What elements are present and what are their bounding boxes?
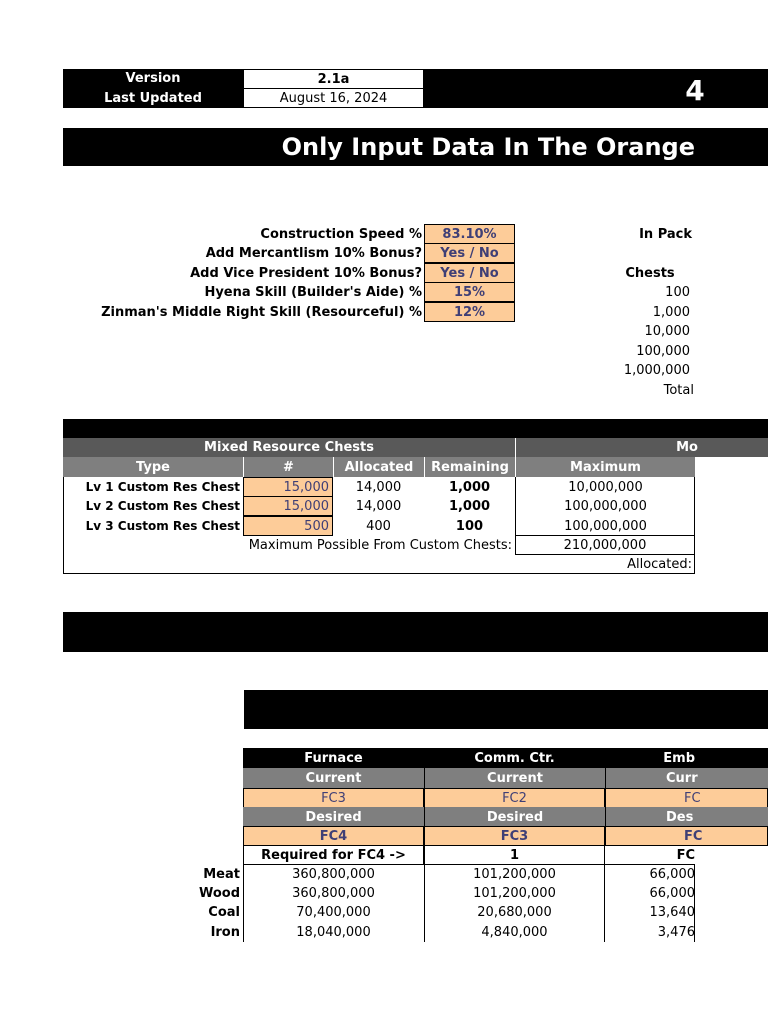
comm-ctr-current-input[interactable]: FC2 <box>424 788 605 808</box>
furnace-required: Required for FC4 -> <box>243 845 424 865</box>
emb-iron: 3,476 <box>657 924 695 940</box>
furnace-coal: 70,400,000 <box>296 905 371 920</box>
furnace-iron: 18,040,000 <box>296 924 371 940</box>
chests-1000: 1,000 <box>652 304 690 320</box>
chests-header: Chests <box>625 265 675 281</box>
emb-header: Emb <box>663 750 695 766</box>
col-type-header: Type <box>63 457 243 477</box>
furnace-desired-label: Desired <box>243 807 424 827</box>
table-row-allocated: 400 <box>366 518 391 534</box>
chests-10000: 10,000 <box>644 323 690 339</box>
emb-coal: 13,640 <box>649 905 695 920</box>
furnace-current-input[interactable]: FC3 <box>243 788 424 808</box>
version-label: Version <box>125 71 181 86</box>
table-row-allocated: 14,000 <box>355 479 402 495</box>
allocated-label: Allocated: <box>627 556 692 572</box>
emb-required: FC <box>605 845 695 865</box>
mercantilism-bonus-input[interactable]: Yes / No <box>424 243 515 263</box>
table-row-type: Lv 2 Custom Res Chest <box>85 499 240 513</box>
mixed-right-title: Mo <box>515 438 768 457</box>
table-row-remaining: 1,000 <box>448 498 491 514</box>
comm-ctr-meat: 101,200,000 <box>473 867 556 882</box>
table-row-type: Lv 1 Custom Res Chest <box>85 480 240 494</box>
table-row-remaining: 1,000 <box>448 479 491 495</box>
comm-ctr-iron: 4,840,000 <box>481 924 548 940</box>
construction-speed-input[interactable]: 83.10% <box>424 224 515 244</box>
in-pack-header: In Pack <box>639 226 692 242</box>
version-value[interactable]: 2.1a <box>243 69 424 89</box>
comm-ctr-required: 1 <box>424 845 605 865</box>
table-row-allocated: 14,000 <box>355 498 402 514</box>
comm-ctr-coal: 20,680,000 <box>477 905 552 920</box>
section-bar <box>63 612 768 652</box>
chests-100000: 100,000 <box>636 343 690 359</box>
col-allocated-header: Allocated <box>333 457 424 477</box>
furnace-wood: 360,800,000 <box>292 886 375 901</box>
chests-100: 100 <box>665 284 690 300</box>
resource-label-wood: Wood <box>198 886 240 901</box>
furnace-desired-input[interactable]: FC4 <box>243 826 424 846</box>
table-row-remaining: 100 <box>455 518 484 534</box>
comm-ctr-desired-label: Desired <box>424 807 605 827</box>
emb-wood: 66,000 <box>649 886 695 901</box>
hyena-skill-input[interactable]: 15% <box>424 282 515 302</box>
emb-current-input[interactable]: FC <box>605 788 768 808</box>
comm-ctr-header: Comm. Ctr. <box>474 750 555 766</box>
chests-1000000: 1,000,000 <box>623 362 690 378</box>
col-maximum-header: Maximum <box>515 457 695 477</box>
furnace-meat: 360,800,000 <box>292 867 375 882</box>
resource-label-iron: Iron <box>210 924 240 940</box>
chests-total-label: Total <box>663 382 694 398</box>
table-row-maximum: 100,000,000 <box>515 516 695 536</box>
furnace-current-label: Current <box>243 768 424 788</box>
vice-president-bonus-label: Add Vice President 10% Bonus? <box>190 265 422 281</box>
comm-ctr-wood: 101,200,000 <box>473 886 556 901</box>
table-row-count-input[interactable]: 500 <box>243 516 333 536</box>
furnace-header: Furnace <box>304 750 363 766</box>
emb-current-label: Curr <box>605 768 768 788</box>
table-row-count-input[interactable]: 15,000 <box>243 477 333 497</box>
zinman-skill-input[interactable]: 12% <box>424 302 515 322</box>
construction-speed-label: Construction Speed % <box>260 226 422 242</box>
resource-label-coal: Coal <box>208 905 240 920</box>
table-row-maximum: 100,000,000 <box>515 496 695 516</box>
buildings-section-bar <box>244 690 768 729</box>
emb-desired-label: Des <box>605 807 768 827</box>
last-updated-value[interactable]: August 16, 2024 <box>243 88 424 108</box>
last-updated-label: Last Updated <box>104 90 202 106</box>
table-row-count-input[interactable]: 15,000 <box>243 496 333 516</box>
comm-ctr-desired-input[interactable]: FC3 <box>424 826 605 846</box>
max-possible-value: 210,000,000 <box>515 535 695 555</box>
max-possible-label: Maximum Possible From Custom Chests: <box>248 537 512 553</box>
emb-meat: 66,000 <box>649 867 695 882</box>
table-row-maximum: 10,000,000 <box>515 477 695 497</box>
mercantilism-bonus-label: Add Mercantlism 10% Bonus? <box>205 246 422 261</box>
emb-desired-input[interactable]: FC <box>605 826 768 846</box>
col-remaining-header: Remaining <box>424 457 515 477</box>
zinman-skill-label: Zinman's Middle Right Skill (Resourceful) % <box>101 304 422 320</box>
vice-president-bonus-input[interactable]: Yes / No <box>424 263 515 283</box>
col-count-header: # <box>243 457 333 477</box>
mixed-section-bar <box>63 419 768 438</box>
mixed-resource-title: Mixed Resource Chests <box>63 438 515 457</box>
instruction-banner: Only Input Data In The Orange <box>281 133 695 161</box>
corner-glyph: 4 <box>685 73 705 107</box>
table-row-type: Lv 3 Custom Res Chest <box>85 519 240 533</box>
comm-ctr-current-label: Current <box>424 768 605 788</box>
resource-label-meat: Meat <box>203 867 240 882</box>
hyena-skill-label: Hyena Skill (Builder's Aide) % <box>204 285 422 300</box>
